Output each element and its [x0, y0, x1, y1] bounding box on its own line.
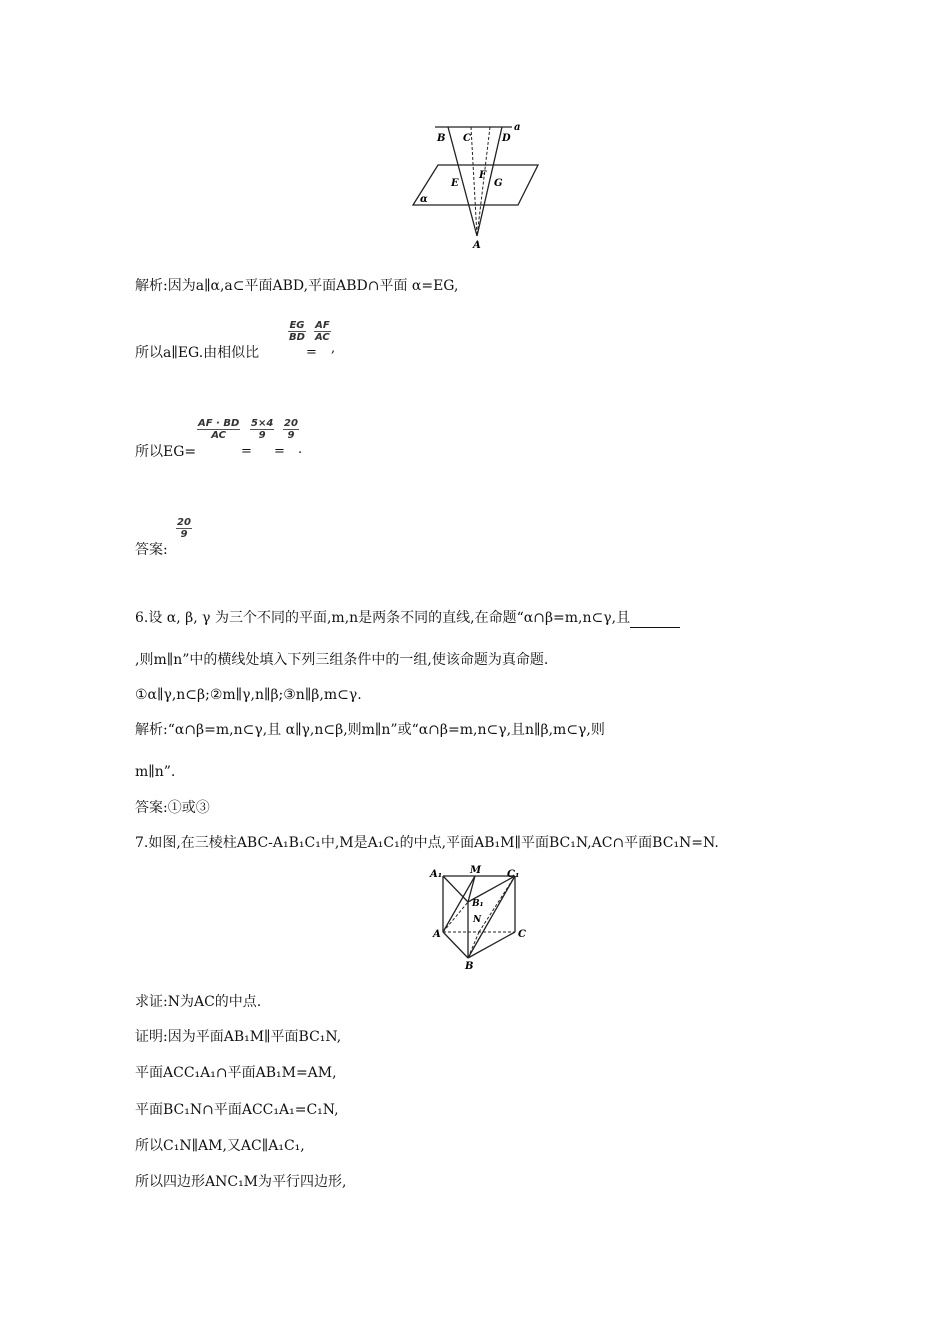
figure-planes-diagram — [410, 118, 550, 253]
label-alpha: α — [420, 194, 428, 205]
fraction-af-ac — [314, 320, 331, 343]
frac-numerator: 20 — [284, 418, 298, 429]
label-G: G — [494, 178, 503, 189]
q5-answer-label: 答案: — [135, 542, 168, 558]
proof-line-5: 所以四边形ANC₁M为平行四边形, — [135, 1174, 347, 1190]
proof-line-1: 证明:因为平面AB₁M∥平面BC₁N, — [135, 1029, 342, 1045]
label-C: C — [518, 929, 526, 940]
fraction-eg-bd — [288, 320, 306, 343]
fraction-20-9 — [283, 418, 299, 441]
label-F: F — [479, 170, 487, 181]
line2-prefix: 所以a∥EG.由相似比 — [135, 345, 260, 361]
label-a: a — [514, 122, 521, 133]
eq-1: = — [241, 444, 252, 459]
q6-line4: 解析:“α∩β=m,n⊂γ,且 α∥γ,n⊂β,则m∥n”或“α∩β=m,n⊂γ,且n∥β,m⊂γ,则 — [135, 722, 605, 738]
label-B1: B₁ — [472, 899, 484, 909]
period: . — [298, 442, 303, 457]
frac-denominator: AC — [211, 430, 227, 441]
q7-prove-statement: 求证:N为AC的中点. — [135, 994, 262, 1010]
frac-numerator: 5×4 — [251, 418, 274, 429]
q6-line1 — [135, 608, 680, 628]
eq-2: = — [274, 444, 285, 459]
frac-numerator: 20 — [177, 517, 191, 528]
fraction-af-bd-ac — [197, 418, 240, 441]
q6-line5: m∥n”. — [135, 764, 176, 780]
proof-line-2: 平面ACC₁A₁∩平面AB₁M=AM, — [135, 1065, 337, 1081]
label-C1: C₁ — [507, 869, 520, 880]
label-A: A — [433, 929, 441, 940]
line2-comma: , — [331, 341, 336, 356]
q6-line1-text: 6.设 α, β, γ 为三个不同的平面,m,n是两条不同的直线,在命题“α∩β=m,n⊂γ,且 — [135, 610, 631, 626]
q6-answer: 答案:①或③ — [135, 800, 210, 816]
label-A1: A₁ — [430, 869, 443, 880]
label-D: D — [502, 133, 511, 144]
frac-denominator: BD — [289, 332, 305, 343]
figure-prism-diagram — [428, 862, 528, 972]
frac-denominator: 9 — [180, 529, 188, 540]
frac-numerator: EG — [289, 320, 305, 331]
label-N: N — [473, 915, 482, 925]
fraction-5x4-9 — [250, 418, 274, 441]
q6-line2: ,则m∥n”中的横线处填入下列三组条件中的一组,使该命题为真命题. — [135, 652, 549, 668]
q5-analysis-line3: 所以EG= — [135, 444, 197, 460]
label-M: M — [470, 865, 482, 876]
frac-numerator: AF — [315, 320, 330, 331]
fill-blank — [630, 613, 680, 628]
q6-line3: ①α∥γ,n⊂β;②m∥γ,n∥β;③n∥β,m⊂γ. — [135, 687, 362, 703]
frac-denominator: 9 — [258, 430, 266, 441]
frac-denominator: AC — [315, 332, 330, 343]
frac-denominator: 9 — [287, 430, 295, 441]
proof-line-4: 所以C₁N∥AM,又AC∥A₁C₁, — [135, 1138, 305, 1154]
q5-analysis-line2 — [135, 343, 259, 363]
proof-line-3: 平面BC₁N∩平面ACC₁A₁=C₁N, — [135, 1102, 339, 1118]
q7-line1: 7.如图,在三棱柱ABC-A₁B₁C₁中,M是A₁C₁的中点,平面AB₁M∥平面BC₁N,AC∩平面BC₁N=N. — [135, 835, 719, 851]
label-C: C — [463, 133, 471, 144]
line2-equals: = — [306, 345, 317, 360]
label-E: E — [451, 178, 459, 189]
q5-analysis-line1: 解析:因为a∥α,a⊂平面ABD,平面ABD∩平面 α=EG, — [135, 278, 459, 294]
frac-numerator: AF · BD — [198, 418, 240, 429]
label-B: B — [437, 133, 446, 144]
label-A: A — [473, 240, 481, 251]
label-B: B — [465, 961, 474, 972]
answer-fraction — [176, 517, 192, 540]
